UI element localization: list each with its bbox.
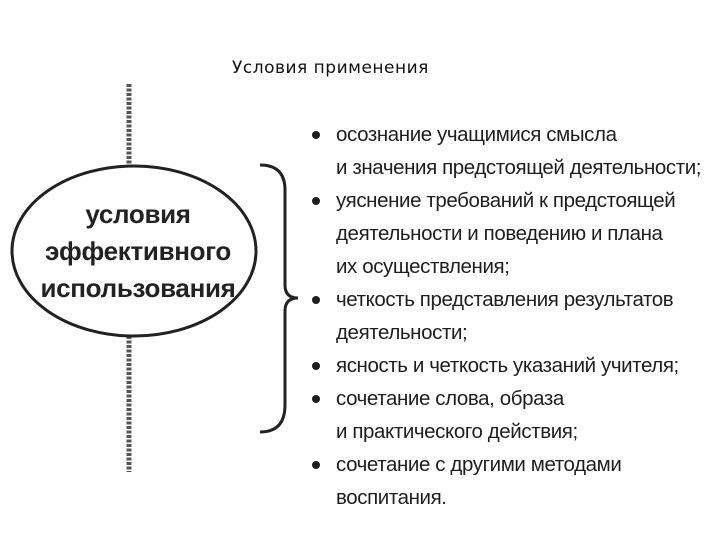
bullet-icon <box>312 197 320 205</box>
condition-line: уяснение требований к предстоящей <box>336 189 676 212</box>
condition-line: их осуществления; <box>336 255 510 278</box>
condition-line: четкость представления результатов <box>336 288 674 311</box>
oval-label <box>18 196 258 307</box>
bullet-icon <box>312 296 320 304</box>
condition-line: сочетание с другими методами <box>336 453 622 476</box>
bullet-icon <box>312 395 320 403</box>
condition-line: деятельности и поведению и плана <box>336 222 663 245</box>
condition-line: и значения предстоящей деятельности; <box>336 156 702 179</box>
condition-item <box>310 382 705 448</box>
page-title: Условия применения <box>232 58 429 78</box>
bullet-icon <box>312 362 320 370</box>
oval-label-line: использования <box>40 273 236 303</box>
condition-line: воспитания. <box>336 486 447 509</box>
condition-line: ясность и четкость указаний учителя; <box>336 354 679 377</box>
condition-item <box>310 448 705 514</box>
bullet-icon <box>312 131 320 139</box>
condition-line: осознание учащимися смысла <box>336 123 617 146</box>
condition-line: сочетание слова, образа <box>336 387 564 410</box>
condition-item <box>310 349 705 382</box>
condition-item <box>310 118 705 184</box>
grouping-brace <box>260 165 298 432</box>
condition-item <box>310 184 705 283</box>
bullet-icon <box>312 461 320 469</box>
conditions-list <box>310 118 705 514</box>
oval-label-line: эффективного <box>44 236 232 266</box>
condition-line: деятельности; <box>336 321 468 344</box>
condition-item <box>310 283 705 349</box>
oval-label-line: условия <box>85 199 191 229</box>
condition-line: и практического действия; <box>336 420 578 443</box>
